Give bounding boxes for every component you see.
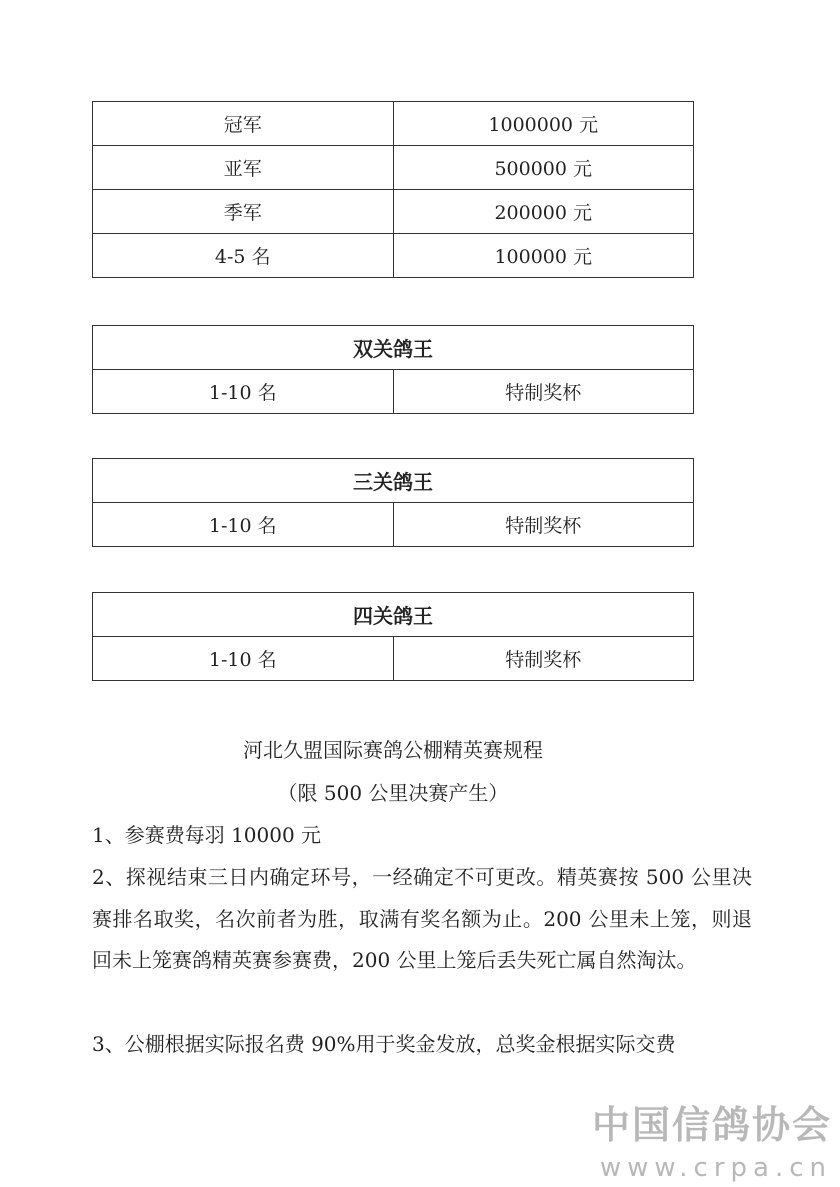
rank-cell: 1-10 名 — [93, 503, 394, 547]
rule-item-1: 1、参赛费每羽 10000 元 — [92, 823, 322, 847]
table-row — [93, 102, 694, 146]
prize-cell: 100000 元 — [393, 234, 694, 278]
table-row — [93, 637, 694, 681]
prize-cell: 特制奖杯 — [393, 503, 694, 547]
main-prize-table — [92, 101, 694, 278]
rank-cell: 冠军 — [93, 102, 394, 146]
table-row — [93, 146, 694, 190]
rule-item-3: 3、公棚根据实际报名费 90%用于奖金发放，总奖金根据实际交费 — [92, 1032, 676, 1056]
prize-cell: 500000 元 — [393, 146, 694, 190]
prize-cell: 特制奖杯 — [393, 370, 694, 414]
table-title: 双关鸽王 — [93, 326, 694, 370]
table-header-row — [93, 593, 694, 637]
prize-cell: 特制奖杯 — [393, 637, 694, 681]
rank-cell: 1-10 名 — [93, 637, 394, 681]
table-title: 四关鸽王 — [93, 593, 694, 637]
rule-item-2: 2、探视结束三日内确定环号，一经确定不可更改。精英赛按 500 公里决赛排名取奖，名次前者为胜，取满有奖名额为止。200 公里未上笼，则退回未上笼赛鸽精英赛参赛费，200 公里上笼后丢失死亡属自然淘汰。 — [92, 865, 752, 972]
rank-cell: 亚军 — [93, 146, 394, 190]
table-row — [93, 190, 694, 234]
rank-cell: 1-10 名 — [93, 370, 394, 414]
triple-king-table — [92, 458, 694, 547]
prize-cell: 200000 元 — [393, 190, 694, 234]
rank-cell: 4-5 名 — [93, 234, 394, 278]
table-row — [93, 370, 694, 414]
table-header-row — [93, 459, 694, 503]
watermark-url: www.crpa.cn — [599, 1153, 832, 1183]
table-title: 三关鸽王 — [93, 459, 694, 503]
quad-king-table — [92, 592, 694, 681]
table-row — [93, 234, 694, 278]
watermark-name: 中国信鸽协会 — [591, 1103, 832, 1147]
rules-subtitle: （限 500 公里决赛产生） — [277, 781, 509, 805]
prize-cell: 1000000 元 — [393, 102, 694, 146]
double-king-table — [92, 325, 694, 414]
rank-cell: 季军 — [93, 190, 394, 234]
table-row — [93, 503, 694, 547]
rules-title: 河北久盟国际赛鸽公棚精英赛规程 — [243, 738, 543, 762]
table-header-row — [93, 326, 694, 370]
